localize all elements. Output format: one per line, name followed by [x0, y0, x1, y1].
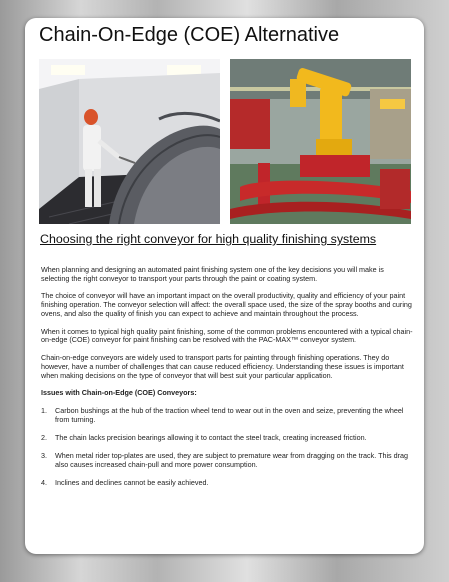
section-heading: Choosing the right conveyor for high quality finishing systems [40, 232, 377, 246]
paragraph-intro: When planning and designing an automated paint finishing system one of the key decisions you will make is selecting the right conveyor to transport your parts through the paint or coating system. [41, 265, 384, 283]
list-item [41, 479, 413, 488]
issues-list [41, 407, 413, 487]
list-text: The chain lacks precision bearings allowing it to contact the steel track, creating increased friction. [55, 432, 367, 442]
paragraph-impact: The choice of conveyor will have an important impact on the overall productivity, quality and efficiency of your paint finishing operation. The conveyor selection will affect: the overall space used, the size of the spray booths and curing ovens, and also the quality of finish you can expect to achieve and maintain throughout the process. [41, 291, 412, 319]
spray-booth-photo [39, 59, 220, 224]
article-body [41, 266, 413, 496]
list-number: 3. [41, 450, 47, 460]
list-text: Carbon bushings at the hub of the traction wheel tend to wear out in the oven and seize, preventing the wheel from turning. [55, 405, 404, 424]
list-item [41, 452, 413, 470]
list-number: 2. [41, 432, 47, 442]
robot-conveyor-photo [230, 59, 411, 224]
list-number: 4. [41, 477, 47, 487]
list-item [41, 407, 413, 425]
page-title: Chain-On-Edge (COE) Alternative [39, 24, 340, 46]
issues-heading: Issues with Chain-on-Edge (COE) Conveyors: [41, 388, 197, 398]
list-number: 1. [41, 405, 47, 415]
paragraph-coe-usage: Chain-on-edge conveyors are widely used to transport parts for painting through finishing operations. They do however, have a number of challenges that can cause reduced efficiency. Understanding these issues is important when making decisions on the type of conveyor that will best suit your particular application. [41, 352, 404, 380]
list-text: Inclines and declines cannot be easily achieved. [55, 477, 209, 487]
document-page [25, 18, 424, 554]
paragraph-problems: When it comes to typical high quality paint finishing, some of the common problems encountered with a typical chain-on-edge (COE) conveyor for paint finishing can be resolved with the PAC-MAX™ conveyor system. [41, 326, 413, 345]
list-item [41, 434, 413, 443]
list-text: When metal rider top-plates are used, they are subject to premature wear from dragging on the track. This drag also causes increased chain-pull and more power consumption. [55, 450, 409, 469]
